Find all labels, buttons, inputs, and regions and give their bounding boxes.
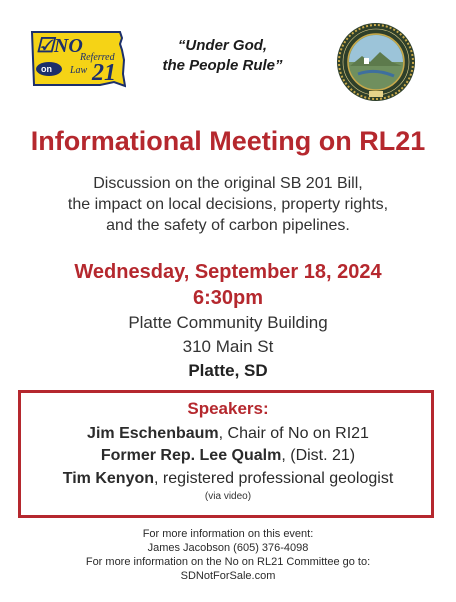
- state-seal-icon: [336, 22, 416, 102]
- logo-law-text: Law: [70, 65, 88, 76]
- logo-referred-text: Referred: [80, 52, 115, 63]
- no-referred-law-21-logo: [30, 30, 126, 90]
- page-title: Informational Meeting on RL21: [30, 126, 426, 156]
- speaker-1-role: , Chair of No on RI21: [218, 425, 369, 442]
- speaker-3: [0, 468, 456, 489]
- event-address: 310 Main St: [182, 337, 274, 356]
- speaker-3-note: (via video): [204, 491, 252, 502]
- motto-line-2: the People Rule”: [162, 57, 283, 74]
- description: [0, 173, 456, 236]
- speaker-1-name: Jim Eschenbaum: [87, 425, 219, 442]
- speaker-3-name: Tim Kenyon: [62, 470, 155, 487]
- event-city: Platte, SD: [188, 361, 268, 380]
- speakers-heading: Speakers:: [187, 399, 269, 418]
- event-time: 6:30pm: [192, 287, 264, 309]
- seal-graphic: [336, 22, 416, 102]
- speaker-3-role: , registered professional geologist: [154, 470, 394, 487]
- speaker-1: [0, 423, 456, 444]
- speaker-2-name: Former Rep. Lee Qualm: [100, 447, 282, 464]
- footer-website-link[interactable]: SDNotForSale.com: [180, 570, 276, 582]
- logo-21-text: 21: [92, 60, 116, 86]
- description-line-2: the impact on local decisions, property rights,: [67, 196, 389, 213]
- speaker-2-role: , (Dist. 21): [281, 447, 356, 464]
- seal-building: [364, 58, 369, 64]
- motto-line-1: “Under God,: [177, 37, 268, 54]
- speaker-2: [0, 445, 456, 466]
- logo-graphic: [30, 30, 126, 90]
- seal-year-plate: [369, 91, 383, 97]
- footer-contact: James Jacobson (605) 376-4098: [147, 542, 309, 554]
- footer-line-1: For more information on this event:: [142, 528, 314, 540]
- description-line-1: Discussion on the original SB 201 Bill,: [93, 175, 363, 192]
- event-date: Wednesday, September 18, 2024: [74, 261, 382, 283]
- logo-on-text: on: [41, 64, 52, 74]
- event-venue: Platte Community Building: [128, 313, 328, 332]
- description-line-3: and the safety of carbon pipelines.: [106, 217, 350, 234]
- state-motto: [150, 36, 295, 76]
- footer-line-3: For more information on the No on RL21 Committee go to:: [85, 556, 371, 568]
- logo-no-text: ☑NO: [36, 35, 83, 57]
